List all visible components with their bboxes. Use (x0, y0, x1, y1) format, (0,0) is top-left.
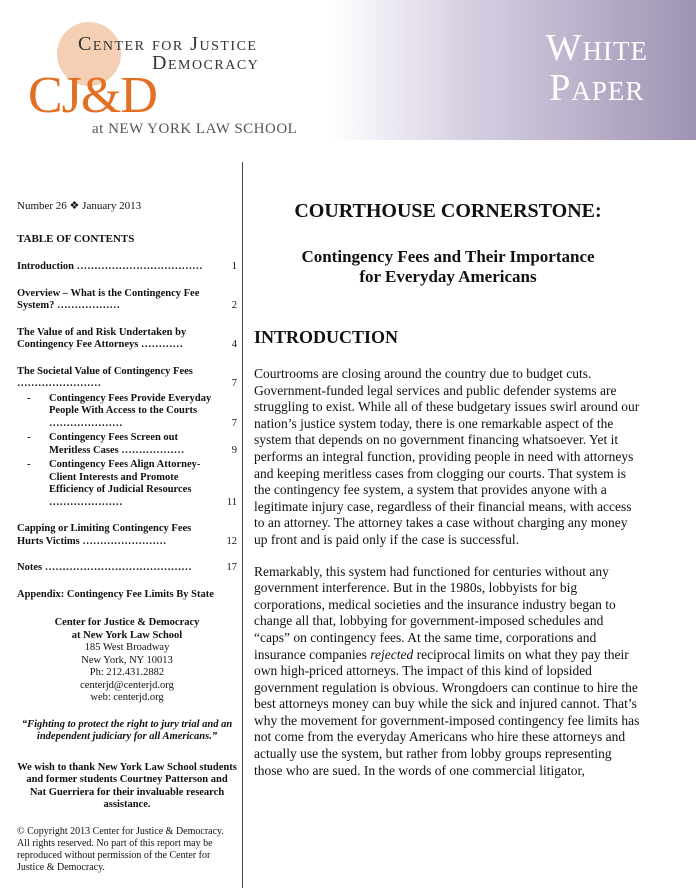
toc-page: 2 (231, 300, 237, 311)
toc-item-overview[interactable] (17, 288, 237, 313)
toc-page: 17 (226, 562, 237, 573)
toc-subitem-align[interactable]: - Contingency Fees Align Attorney-Client Interests and Promote Efficiency of Judicial Resources ………………… 11 (27, 459, 237, 508)
contact-block (17, 617, 237, 705)
toc-item-capping[interactable] (17, 523, 237, 548)
toc-label: Introduction ……………………………… (17, 261, 203, 272)
toc-item-notes[interactable] (17, 562, 237, 575)
logo-org-name-line2: Democracy (152, 52, 260, 74)
column-divider (242, 162, 243, 888)
toc-item-introduction[interactable] (17, 261, 237, 274)
sidebar (17, 200, 237, 874)
toc-page: 7 (231, 417, 237, 429)
contact-email[interactable]: centerjd@centerjd.org (80, 679, 174, 691)
banner-title (546, 28, 648, 108)
logo-law-school: at NEW YORK LAW SCHOOL (92, 121, 298, 137)
document-title: COURTHOUSE CORNERSTONE: (294, 200, 602, 222)
contact-org: Center for Justice & Democracy (54, 617, 200, 628)
contact-phone: Ph: 212.431.2882 (89, 667, 165, 678)
toc-page: 1 (231, 261, 237, 272)
toc-label: Overview – What is the Contingency Fee System? ……………… (17, 287, 200, 311)
toc-label: Notes …………………………………… (17, 562, 192, 573)
toc-page: 4 (231, 339, 237, 350)
issue-number: Number 26 ❖ January 2013 (17, 200, 142, 212)
toc-page: 9 (231, 444, 237, 456)
subtitle-line1: Contingency Fees and Their Importance (301, 247, 595, 266)
contact-address-1: 185 West Broadway (84, 642, 170, 653)
contact-org-sub: at New York Law School (71, 629, 183, 641)
toc-label: The Societal Value of Contingency Fees …………………… (17, 365, 193, 389)
para2-text-a: Remarkably, this system had functioned for centuries without any government interference. But in the 1980s, lobbyists for big corporations, medical societies and the insurance industry began to change all that, lobbying for government-imposed schedules and “caps” on contingency fees. At the same time, corporations and insurance companies (254, 563, 616, 662)
toc-label: Contingency Fees Provide Everyday People With Access to the Courts ………………… (49, 392, 212, 429)
toc-page: 11 (226, 496, 237, 508)
toc-item-societal-value[interactable] (17, 366, 237, 391)
banner-title-line2: Paper (549, 67, 645, 109)
white-paper-banner (330, 0, 696, 140)
logo-org-name-line1: Center for Justice (78, 33, 258, 55)
toc-title: TABLE OF CONTENTS (17, 232, 135, 245)
banner-title-line1: White (545, 27, 648, 69)
acknowledgements: We wish to thank New York Law School students and former students Courtney Patterson and Nat Guerriera for their invaluable research assistance. (17, 761, 237, 810)
toc-page: 7 (231, 378, 237, 389)
subtitle-line2: for Everyday Americans (359, 267, 537, 286)
contact-address-2: New York, NY 10013 (81, 654, 173, 666)
toc-subitem-screen[interactable]: - Contingency Fees Screen out Meritless Cases ……………… 9 (27, 432, 237, 456)
toc-page: 12 (226, 535, 237, 547)
para2-text-b: reciprocal limits on what they pay their own high-priced attorneys. The impact of this kind of lopsided government regulation is obvious. Wrongdoers can continue to hire the best attorneys money can buy while the sick and injured cannot. That’s why the movement for government-imposed contingency fee limits has not come from the everyday Americans who hire these attorneys and actually use the system, but rather from lobby groups representing those who are sued. In the words of one commercial litigator, (254, 646, 640, 778)
contact-web[interactable]: web: centerjd.org (90, 692, 164, 703)
toc-item-value-risk[interactable] (17, 327, 237, 352)
document-subtitle (254, 247, 642, 287)
toc-label: The Value of and Risk Undertaken by Contingency Fee Attorneys ………… (17, 326, 187, 350)
org-logo (0, 0, 330, 140)
toc-label: Capping or Limiting Contingency Fees Hurts Victims …………………… (17, 523, 192, 547)
main-content (254, 200, 642, 794)
logo-letters: CJ&D (28, 67, 157, 124)
toc-label: Contingency Fees Align Attorney-Client Interests and Promote Efficiency of Judicial Resources ………………… (49, 459, 201, 508)
section-heading-introduction: INTRODUCTION (254, 327, 399, 347)
copyright-notice: © Copyright 2013 Center for Justice & Democracy. All rights reserved. No part of this report may be reproduced without permission of the Center for Justice & Democracy. (17, 825, 224, 873)
toc-item-appendix[interactable]: Appendix: Contingency Fee Limits By State (17, 588, 214, 600)
intro-paragraph-1: Courtrooms are closing around the country due to budget cuts. Government-funded legal services and public defender systems are struggling to exist. While all of these budgetary issues swirl around our nation’s justice system today, there is one remarkable aspect of the system that depends on no government financing whatsoever. Yet it performs an integral function, providing people in need with attorneys and keeping meritless cases from clogging our courts. That system is the contingency fee system, a system that provides anyone with a legitimate injury case, regardless of their financial means, with access to an attorney. The attorney takes a case without charging any money up front and is paid only if the case is successful. (254, 366, 640, 547)
toc-subitem-access[interactable]: - Contingency Fees Provide Everyday People With Access to the Courts ………………… 7 (27, 392, 237, 429)
org-motto: “Fighting to protect the right to jury trial and an independent judiciary for all Americans.” (21, 718, 233, 742)
toc-label: Contingency Fees Screen out Meritless Cases ……………… (49, 432, 185, 456)
para2-emphasis: rejected (370, 646, 414, 662)
intro-paragraph-2 (254, 564, 642, 780)
